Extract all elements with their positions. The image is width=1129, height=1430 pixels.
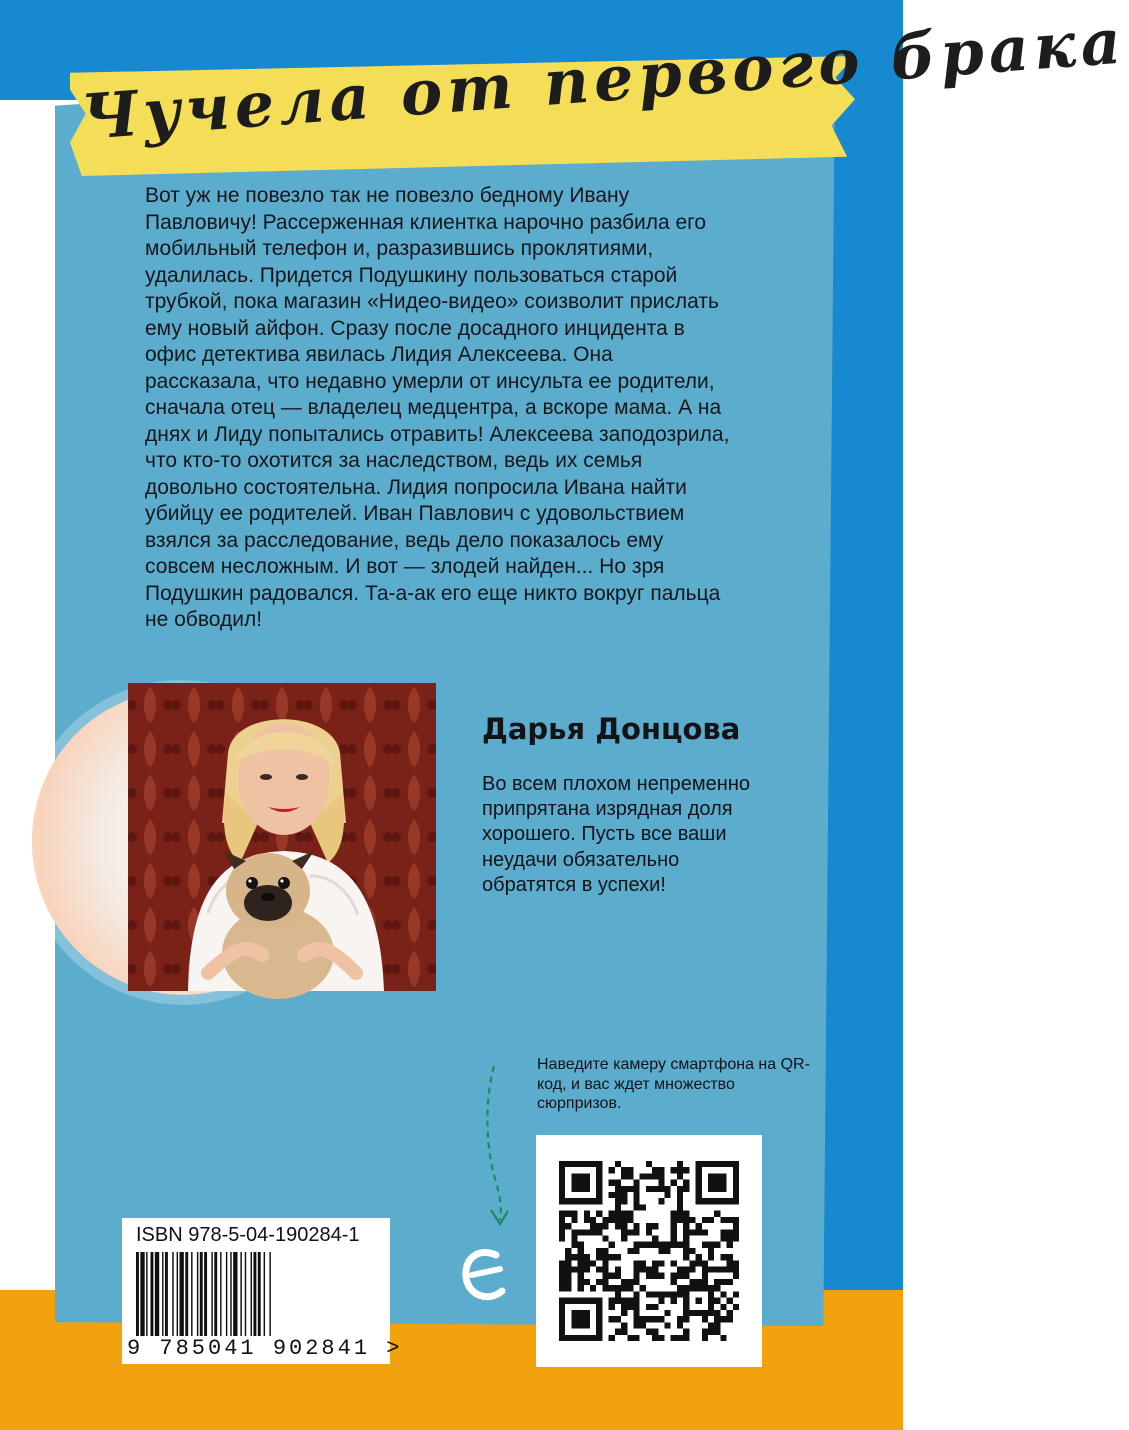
author-quote: Во всем плохом непременно припрятана изрядная доля хорошего. Пусть все ваши неудачи обязательно обратятся в успехи! (482, 773, 751, 896)
book-annotation: Вот уж не повезло так не повезло бедному Ивану Павловичу! Рассерженная клиентка нарочно разбила его мобильный телефон и, разразившись проклятиями, удалилась. Придется Подушкину пользоваться старой трубкой, пока магазин «Нидео-видео» соизволит прислать ему новый айфон. Сразу после досадного инцидента в офис детектива явилась Лидия Алексеева. Она рассказала, что недавно умерли от инсульта ее родители, сначала отец — владелец медцентра, а вскоре мама. А на днях и Лиду попытались отравить! Алексеева заподозрила, что кто-то охотится за наследством, ведь их семья довольно состоятельна. Лидия попросила Ивана найти убийцу ее родителей. Иван Павлович с удовольствием взялся за расследование, ведь дело показалось ему совсем несложным. И вот — злодей найден... Но зря Подушкин радовался. Та-а-ак его еще никто вокруг пальца не обводил! (145, 184, 730, 631)
eksmo-logo-icon (460, 1245, 508, 1305)
qr-code-block (536, 1135, 762, 1367)
isbn-number: ISBN 978-5-04-190284-1 (136, 1224, 360, 1246)
qr-hint-text: Наведите камеру смартфона на QR-код, и вас ждет множество сюрпризов. (537, 1056, 810, 1112)
author-photo (128, 683, 436, 991)
author-with-pug-photo (128, 683, 436, 991)
barcode-block (122, 1218, 403, 1364)
book-title: Чучела от первого брака (79, 4, 1129, 154)
dashed-arrow-icon (478, 1062, 518, 1232)
qr-code-icon (559, 1161, 739, 1341)
barcode-icon (136, 1252, 376, 1348)
author-name: Дарья Донцова (482, 712, 741, 746)
barcode-digits: 9 785041 902841 > (127, 1336, 403, 1361)
